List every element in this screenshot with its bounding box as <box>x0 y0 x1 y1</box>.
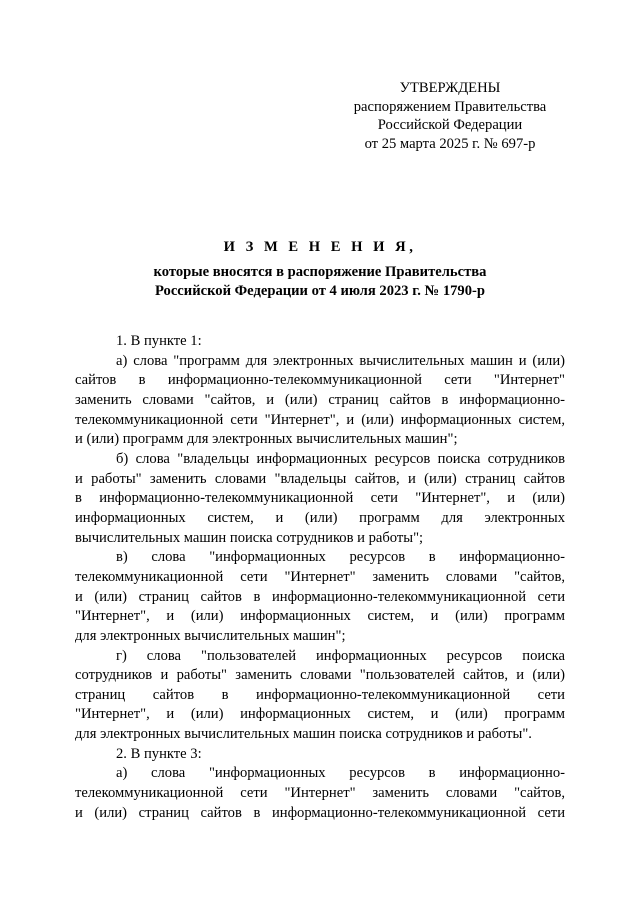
body-line: а) слова "информационных ресурсов в информационно- <box>116 765 565 782</box>
body-line: информационных систем, и (или) программ для электронных <box>75 509 565 526</box>
document-subtitle <box>75 263 565 300</box>
body-line: заменить словами "сайтов, и (или) страниц сайтов в информационно- <box>75 391 565 408</box>
body-line: б) слова "владельцы информационных ресурсов поиска сотрудников <box>116 450 565 467</box>
body-line: 1. В пункте 1: <box>116 333 202 349</box>
document-body <box>75 332 565 823</box>
approval-line: Российской Федерации <box>377 117 523 134</box>
body-line: для электронных вычислительных машин"; <box>75 627 346 644</box>
body-line: и работы" заменить словами "владельцы сайтов, и (или) страниц сайтов <box>75 470 565 487</box>
body-line: в) слова "информационных ресурсов в информационно- <box>116 549 565 566</box>
body-line: для электронных вычислительных машин поиска сотрудников и работы". <box>75 726 532 743</box>
body-line: "Интернет", и (или) информационных систем, и (или) программ <box>75 608 565 625</box>
body-line: телекоммуникационной сети "Интернет", и (или) информационных систем, <box>75 411 565 428</box>
document-title: И З М Е Н Е Н И Я, <box>223 239 417 255</box>
subtitle-line: Российской Федерации от 4 июля 2023 г. № 1790-р <box>154 282 486 299</box>
approval-stamp <box>340 79 560 153</box>
body-line: вычислительных машин поиска сотрудников и работы"; <box>75 529 424 546</box>
body-line: г) слова "пользователей информационных ресурсов поиска <box>116 647 565 664</box>
approval-title: УТВЕРЖДЕНЫ <box>399 80 501 96</box>
body-line: сотрудников и работы" заменить словами "пользователей сайтов, и (или) <box>75 667 565 684</box>
body-line: и (или) программ для электронных вычислительных машин"; <box>75 431 458 448</box>
body-line: телекоммуникационной сети "Интернет" заменить словами "сайтов, <box>75 785 565 802</box>
approval-date: от 25 марта 2025 г. № 697-р <box>364 135 536 152</box>
body-line: "Интернет", и (или) информационных систем, и (или) программ <box>75 706 565 723</box>
body-line: телекоммуникационной сети "Интернет" заменить словами "сайтов, <box>75 568 565 585</box>
body-line: страниц сайтов в информационно-телекоммуникационной сети <box>75 686 565 703</box>
approval-line: распоряжением Правительства <box>353 98 547 115</box>
body-line: в информационно-телекоммуникационной сети "Интернет", и (или) <box>75 490 565 507</box>
body-line: а) слова "программ для электронных вычислительных машин и (или) <box>116 352 565 369</box>
body-line: сайтов в информационно-телекоммуникационной сети "Интернет" <box>75 372 565 389</box>
subtitle-line: которые вносятся в распоряжение Правительства <box>153 264 487 280</box>
body-line: и (или) страниц сайтов в информационно-телекоммуникационной сети <box>75 804 565 821</box>
body-line: и (или) страниц сайтов в информационно-телекоммуникационной сети <box>75 588 565 605</box>
body-line: 2. В пункте 3: <box>116 745 202 762</box>
